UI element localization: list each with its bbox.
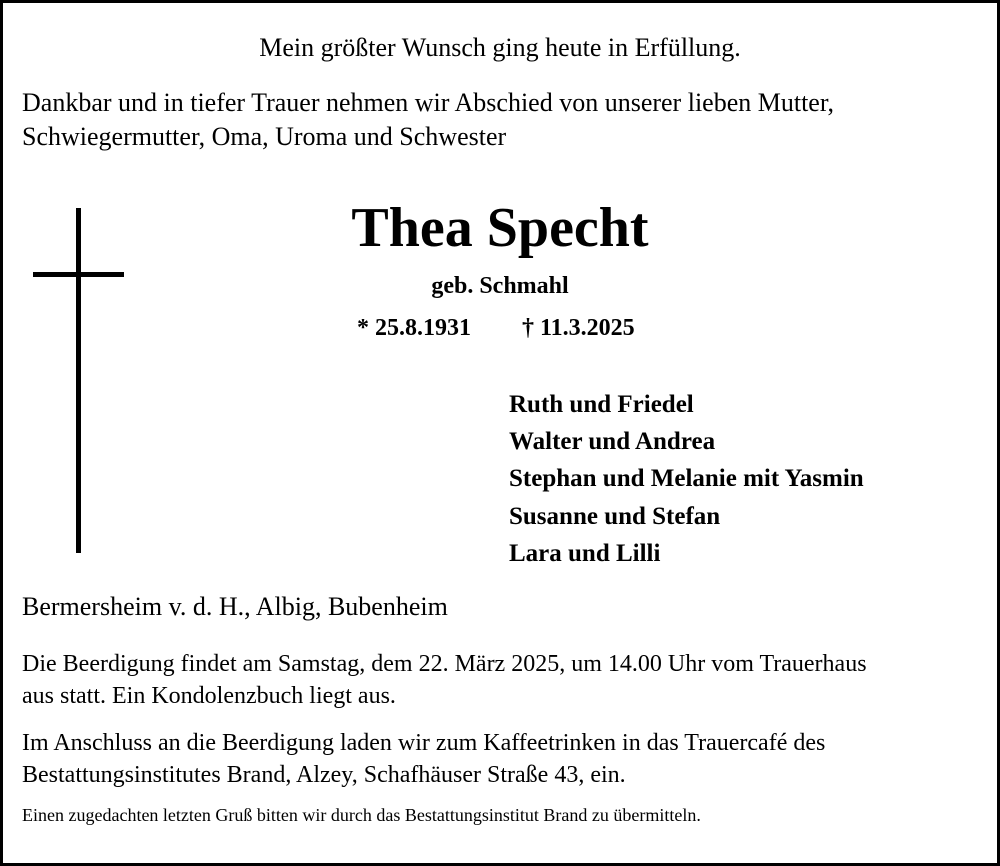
mourner-item: Walter und Andrea bbox=[509, 428, 716, 455]
mourner-item: Lara und Lilli bbox=[509, 540, 661, 567]
death-date: † 11.3.2025 bbox=[522, 315, 635, 341]
mourner-item: Stephan und Melanie mit Yasmin bbox=[509, 465, 864, 492]
reception-line-2: Bestattungsinstitutes Brand, Alzey, Schafhäuser Straße 43, ein. bbox=[22, 762, 626, 788]
mourner-item: Ruth und Friedel bbox=[509, 391, 694, 418]
farewell-line-2: Schwiegermutter, Oma, Uroma und Schwester bbox=[22, 122, 507, 151]
reception-line-1: Im Anschluss an die Beerdigung laden wir zum Kaffeetrinken in das Trauercafé des bbox=[22, 730, 826, 756]
birth-date: * 25.8.1931 bbox=[357, 315, 471, 341]
condolence-note: Einen zugedachten letzten Gruß bitten wir durch das Bestattungsinstitut Brand zu übermitteln. bbox=[22, 805, 701, 825]
funeral-line-2: aus statt. Ein Kondolenzbuch liegt aus. bbox=[22, 683, 396, 709]
intro-quote: Mein größter Wunsch ging heute in Erfüllung. bbox=[259, 33, 741, 62]
deceased-name: Thea Specht bbox=[351, 197, 649, 259]
funeral-line-1: Die Beerdigung findet am Samstag, dem 22. März 2025, um 14.00 Uhr vom Trauerhaus bbox=[22, 651, 867, 677]
mourner-item: Susanne und Stefan bbox=[509, 503, 721, 530]
farewell-line-1: Dankbar und in tiefer Trauer nehmen wir Abschied von unserer lieben Mutter, bbox=[22, 88, 834, 117]
places: Bermersheim v. d. H., Albig, Bubenheim bbox=[22, 592, 448, 621]
birth-name: geb. Schmahl bbox=[431, 273, 569, 299]
